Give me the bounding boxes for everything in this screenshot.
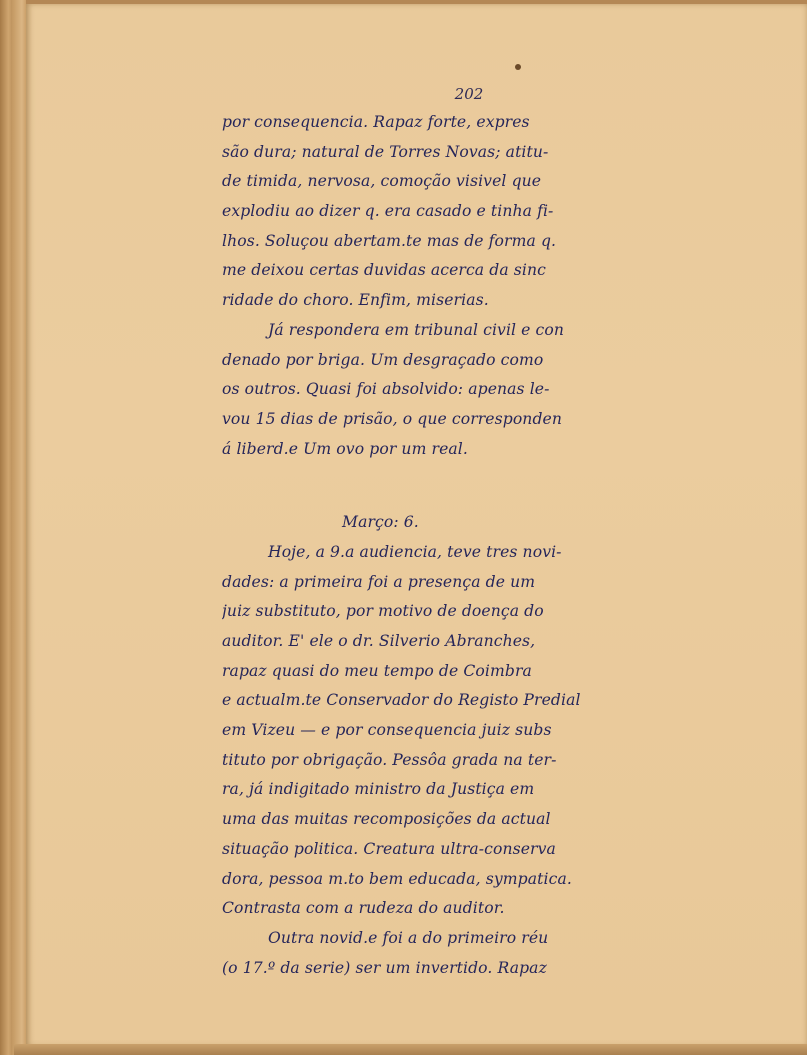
- text-line: juiz substituto, por motivo de doença do: [222, 602, 544, 621]
- binding-hole: [515, 64, 521, 70]
- page-number: 202: [454, 85, 484, 103]
- text-line: ra, já indigitado ministro da Justiça em: [222, 780, 535, 799]
- text-line: Outra novid.e foi a do primeiro réu: [268, 928, 549, 947]
- text-line: Já respondera em tribunal civil e con: [268, 320, 565, 339]
- text-line: me deixou certas duvidas acerca da sinc: [222, 261, 546, 280]
- text-line: Contrasta com a rudeza do auditor.: [222, 899, 505, 918]
- text-line: tituto por obrigação. Pessôa grada na ter-: [222, 750, 557, 769]
- spacer: [222, 464, 702, 508]
- text-line: dora, pessoa m.to bem educada, sympatica.: [222, 869, 572, 888]
- text-line: dades: a primeira foi a presença de um: [222, 572, 536, 591]
- text-line: os outros. Quasi foi absolvido: apenas le-: [222, 380, 550, 399]
- page-bottom-edge: [14, 1044, 807, 1055]
- text-line: situação politica. Creatura ultra-conserva: [222, 839, 556, 858]
- paragraph: [222, 538, 702, 924]
- text-line: são dura; natural de Torres Novas; atitu-: [222, 142, 549, 161]
- text-line: auditor. E' ele o dr. Silverio Abranches,: [222, 632, 536, 650]
- date-heading: Março: 6.: [342, 513, 419, 532]
- text-line: Hoje, a 9.a audiencia, teve tres novi-: [268, 542, 562, 561]
- text-line: explodiu ao dizer q. era casado e tinha fi-: [222, 202, 554, 221]
- paragraph: [222, 924, 702, 983]
- text-line: lhos. Soluçou abertam.te mas de forma q.: [222, 231, 557, 250]
- text-line: vou 15 dias de prisão, o que corresponden: [222, 409, 562, 428]
- text-line: uma das muitas recomposições da actual: [222, 810, 551, 829]
- paragraph: [222, 108, 702, 316]
- paragraph: [222, 316, 702, 464]
- text-line: de timida, nervosa, comoção visivel que: [222, 172, 542, 191]
- text-line: rapaz quasi do meu tempo de Coimbra: [222, 661, 532, 680]
- text-line: á liberd.e Um ovo por um real.: [222, 439, 468, 458]
- text-line: por consequencia. Rapaz forte, expres: [222, 113, 530, 131]
- text-line: ridade do choro. Enfim, miserias.: [222, 291, 489, 310]
- text-line: denado por briga. Um desgraçado como: [222, 350, 544, 369]
- text-line: e actualm.te Conservador do Registo Predial: [222, 691, 581, 710]
- text-line: em Vizeu — e por consequencia juiz subs: [222, 721, 552, 740]
- handwritten-text: [222, 108, 702, 983]
- text-line: (o 17.º da serie) ser um invertido. Rapaz: [222, 958, 547, 977]
- stacked-page-edge-inner: [12, 0, 26, 1055]
